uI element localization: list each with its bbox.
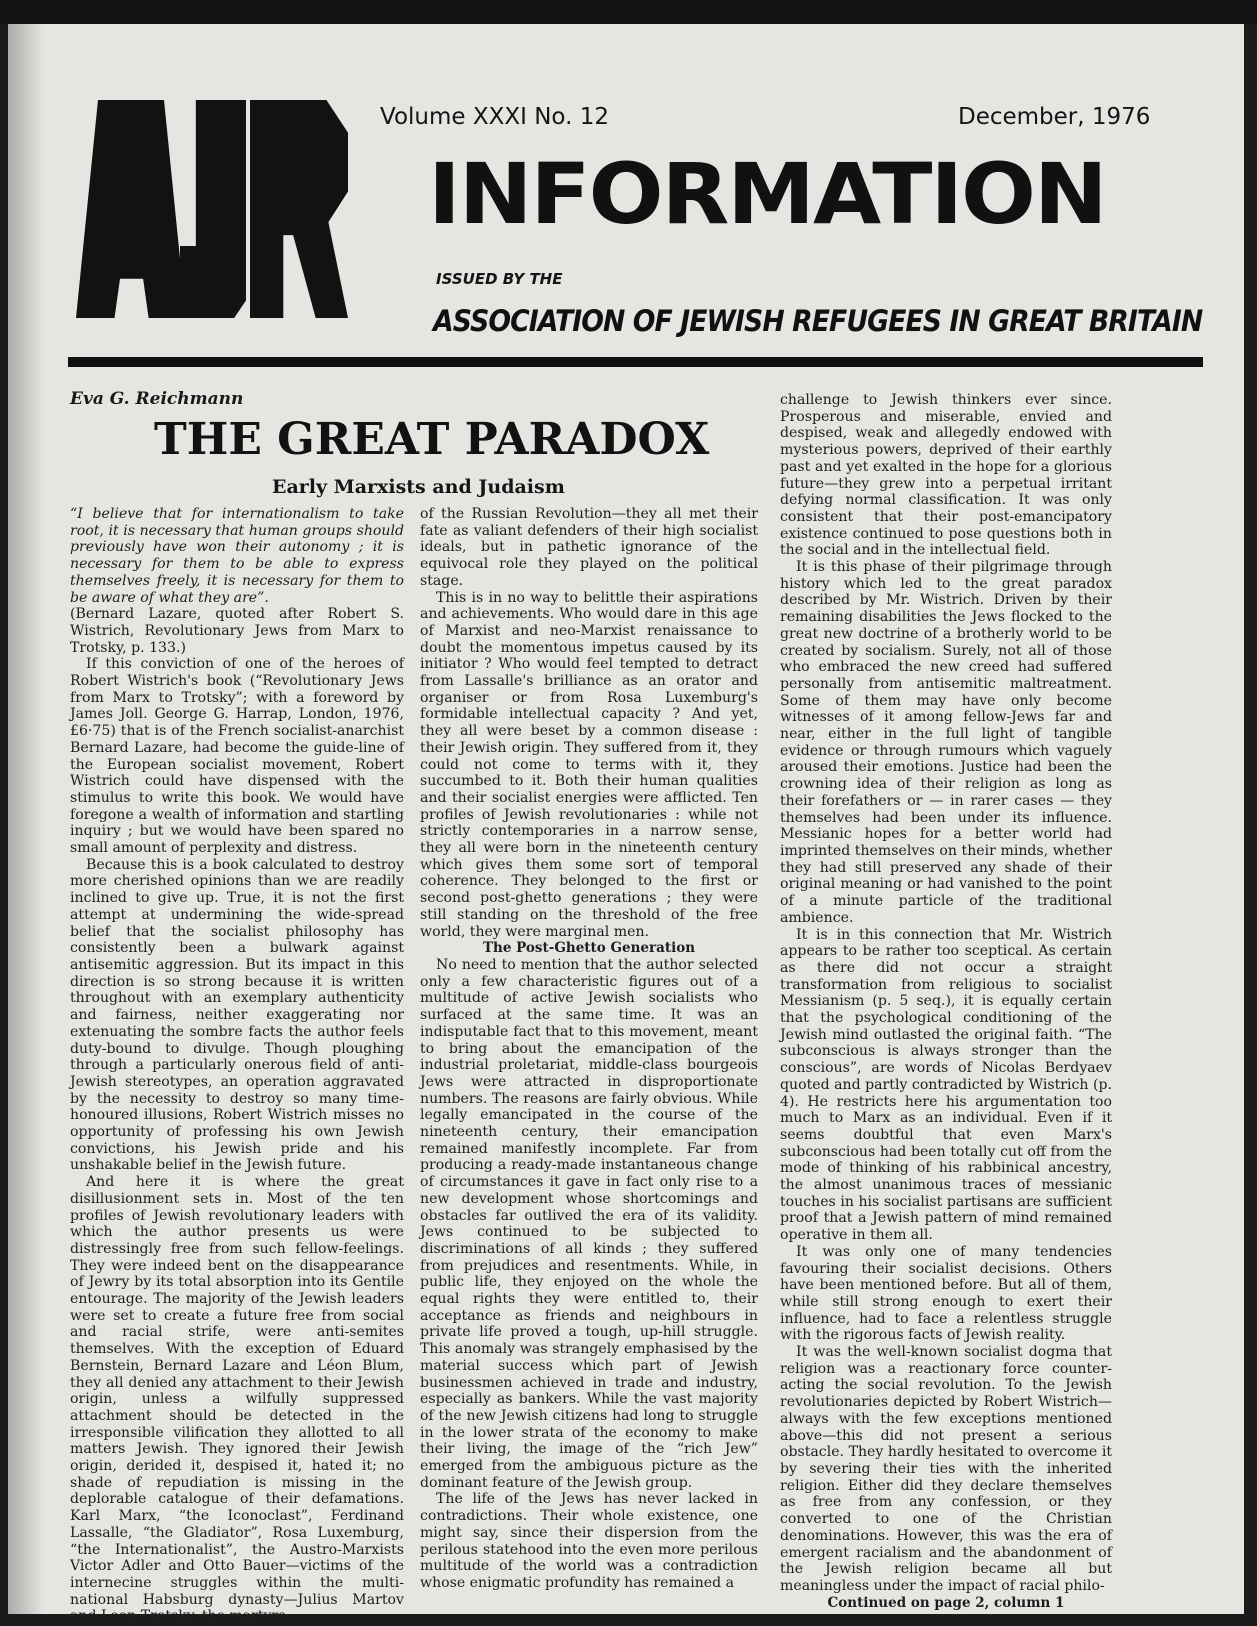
article-subheadline: Early Marxists and Judaism [272, 476, 565, 498]
article-column-3 [780, 392, 1112, 1612]
paragraph: If this conviction of one of the heroes of Robert Wistrich's book (“Revolutionary Jews from Marx to Trotsky”; with a foreword by James Joll. George G. Harrap, London, 1976, £6·75) that is of the French socialist-anarchist Bernard Lazare, had become the guide-line of the European socialist movement, Robert Wistrich could have dispensed with the stimulus to write this book. We would have foregone a wealth of information and startling inquiry ; but we would have been spared no small amount of perplexity and distress. [70, 656, 404, 857]
newspaper-page [8, 24, 1244, 1625]
page-fold-shadow [8, 24, 44, 1614]
association-name: ASSOCIATION OF JEWISH REFUGEES IN GREAT BRITAIN [433, 304, 1203, 338]
volume-number: Volume XXXI No. 12 [380, 104, 609, 130]
paragraph: No need to mention that the author selected only a few characteristic figures out of a multitude of active Jewish socialists who surfaced at the same time. It was an indisputable fact that to this movement, meant to bring about the emancipation of the industrial proletariat, middle-class bourgeois Jews were attracted in disproportionate numbers. The reasons are fairly obvious. While legally emancipated in the course of the nineteenth century, their emancipation remained manifestly incomplete. Far from producing a ready-made instantaneous change of circumstances it gave in fact only rise to a new development whose shortcomings and obstacles far outlived the era of its validity. Jews continued to be subjected to discriminations of all kinds ; they suffered from prejudices and resentments. While, in public life, they enjoyed on the whole the equal rights they were entitled to, their acceptance as friends and neighbours in private life proved a tough, up-hill struggle. This anomaly was strangely emphasised by the material success which part of Jewish businessmen achieved in trade and industry, especially as bankers. While the vast majority of the new Jewish citizens had long to struggle in the lower strata of the economy to make their living, the image of the “rich Jew” emerged from the ambiguous picture as the dominant feature of the Jewish group. [420, 956, 758, 1491]
epigraph-source: (Bernard Lazare, quoted after Robert S. Wistrich, Revolutionary Jews from Marx to Trotsky, p. 133.) [70, 606, 404, 656]
epigraph-quote: “I believe that for internationalism to take root, it is necessary that human groups should previously have won their autonomy ; it is necessary for them to be able to express themselves freely, it is necessary for them to be aware of what they are”. [70, 506, 404, 606]
logo-text [76, 100, 77, 101]
issue-date: December, 1976 [958, 104, 1151, 130]
article-column-1 [70, 506, 404, 1625]
logo-letter-a [76, 100, 186, 318]
paragraph: Because this is a book calculated to destroy more cherished opinions than we are readily inclined to give up. True, it is not the first attempt at undermining the wide-spread belief that the socialist philosophy has consistently been a bulwark against antisemitic aggression. But its impact in this direction is so strong because it is written throughout with an exemplary authenticity and fairness, neither exaggerating nor extenuating the sombre facts the author feels duty-bound to divulge. Though ploughing through a particularly onerous field of anti-Jewish stereotypes, an operation aggravated by the necessity to destroy so many time-honoured illusions, Robert Wistrich misses no opportunity of professing his own Jewish convictions, his Jewish pride and his unshakable belief in the Jewish future. [70, 856, 404, 1174]
paragraph: It was only one of many tendencies favouring their socialist decisions. Others have been mentioned before. But all of them, while still strong enough to exert their influence, had to face a relentless struggle with the rigorous facts of Jewish reality. [780, 1243, 1112, 1344]
section-heading: The Post-Ghetto Generation [482, 940, 696, 957]
article-author: Eva G. Reichmann [70, 389, 244, 409]
paragraph: And here it is where the great disillusionment sets in. Most of the ten profiles of Jewish revolutionary leaders with which the author presents us were distressingly free from such fellow-feelings. They were indeed bent on the disappearance of Jewry by its total absorption into its Gentile entourage. The majority of the Jewish leaders were set to create a future free from social and racial strife, were anti-semites themselves. With the exception of Eduard Bernstein, Bernard Lazare and Léon Blum, they all denied any attachment to their Jewish origin, unless a wilfully suppressed attachment should be detected in the irresponsible vilification they allotted to all matters Jewish. They ignored their Jewish origin, derided it, despised it, hated it; no shade of repudiation is missing in the deplorable catalogue of their defamations. Karl Marx, “the Iconoclast”, Ferdinand Lassalle, “the Gladiator”, Rosa Luxemburg, “the Internationalist”, the Austro-Marxists Victor Adler and Otto Bauer—victims of the internecine struggles within the multi-national Habsburg dynasty—Julius Martov and Leon Trotsky, the martyrs [70, 1174, 404, 1625]
continued-note: Continued on page 2, column 1 [827, 1594, 1065, 1611]
article-column-2 [420, 506, 758, 1612]
paragraph: The life of the Jews has never lacked in contradictions. Their whole existence, one might say, since their dispersion from the perilous statehood into the even more perilous multitude of the world was a contradiction whose enigmatic profundity has remained a [420, 1491, 758, 1591]
paragraph: It was the well-known socialist dogma that religion was a reactionary force counter-acting the social revolution. To the Jewish revolutionaries depicted by Robert Wistrich—always with the few exceptions mentioned above—this did not present a serious obstacle. They hardly hesitated to overcome it by severing their ties with the inherited religion. Either did they declare themselves as free from any confession, or they converted to one of the Christian denominations. However, this was the era of emergent racialism and the abandonment of the Jewish religion became all but meaningless under the impact of racial philo- [780, 1344, 1112, 1594]
logo-letter-j [180, 100, 246, 318]
paragraph: of the Russian Revolution—they all met their fate as valiant defenders of their high socialist ideals, but in pathetic ignorance of the equivocal role they played on the political stage. [420, 506, 758, 589]
masthead-title: INFORMATION [428, 145, 1106, 243]
logo-letter-r [250, 100, 348, 318]
scan-top-border [0, 0, 1257, 24]
paragraph: challenge to Jewish thinkers ever since. Prosperous and miserable, envied and despised, weak and allegedly endowed with mysterious powers, deprived of their earthly past and yet exalted in the hope for a glorious future—they grew into a perpetual irritant defying normal classification. It was only consistent that their post-emancipatory existence continued to pose questions both in the social and in the intellectual field. [780, 392, 1112, 559]
paragraph: It is in this connection that Mr. Wistrich appears to be rather too sceptical. As certain as there did not occur a straight transformation from religious to socialist Messianism (p. 5 seq.), it is equally certain that the psychological conditioning of the Jewish mind outlasted the original faith. “The subconscious is always stronger than the conscious”, are words of Nicolas Berdyaev quoted and partly contradicted by Wistrich (p. 4). He restricts here his argumentation too much to Marx as an individual. Even if it seems doubtful that even Marx's subconscious had been totally cut off from the mode of thinking of his rabbinical ancestry, the almost unanimous traces of messianic touches in his socialist partisans are sufficient proof that a Jewish pattern of mind remained operative in them all. [780, 926, 1112, 1244]
ajr-logo [76, 100, 348, 318]
paragraph: This is in no way to belittle their aspirations and achievements. Who would dare in this age of Marxist and neo-Marxist renaissance to doubt the momentous impetus caused by its initiator ? Who would feel tempted to detract from Lassalle's brilliance as an orator and organiser or from Rosa Luxemburg's formidable intellectual capacity ? And yet, they all were beset by a common disease : their Jewish origin. They suffered from it, they could not come to terms with it, they succumbed to it. Both their human qualities and their socialist energies were afflicted. Ten profiles of Jewish revolutionaries : while not strictly contemporaries in a narrow sense, they all were born in the nineteenth century which gives them some sort of temporal coherence. They belonged to the first or second post-ghetto generations ; they were still standing on the threshold of the free world, they were marginal men. [420, 589, 758, 940]
article-headline: THE GREAT PARADOX [154, 414, 710, 465]
paragraph: It is this phase of their pilgrimage through history which led to the great paradox described by Mr. Wistrich. Driven by their remaining disabilities the Jews flocked to the great new doctrine of a brotherly world to be created by socialism. Surely, not all of those who embraced the new creed had suffered personally from antisemitic maltreatment. Some of them may have only become witnesses of it among fellow-Jews far and near, either in the full light of tangible evidence or through rumours which vaguely aroused their emotions. Justice had been the crowning idea of their religion as long as their forefathers or — in rarer cases — they themselves had been under its influence. Messianic hopes for a better world had imprinted themselves on their minds, whether they had still preserved any shade of their original meaning or had vanished to the point of a minute particle of the traditional ambience. [780, 559, 1112, 926]
masthead-rule [68, 357, 1203, 367]
issued-by-label: ISSUED BY THE [436, 270, 563, 288]
